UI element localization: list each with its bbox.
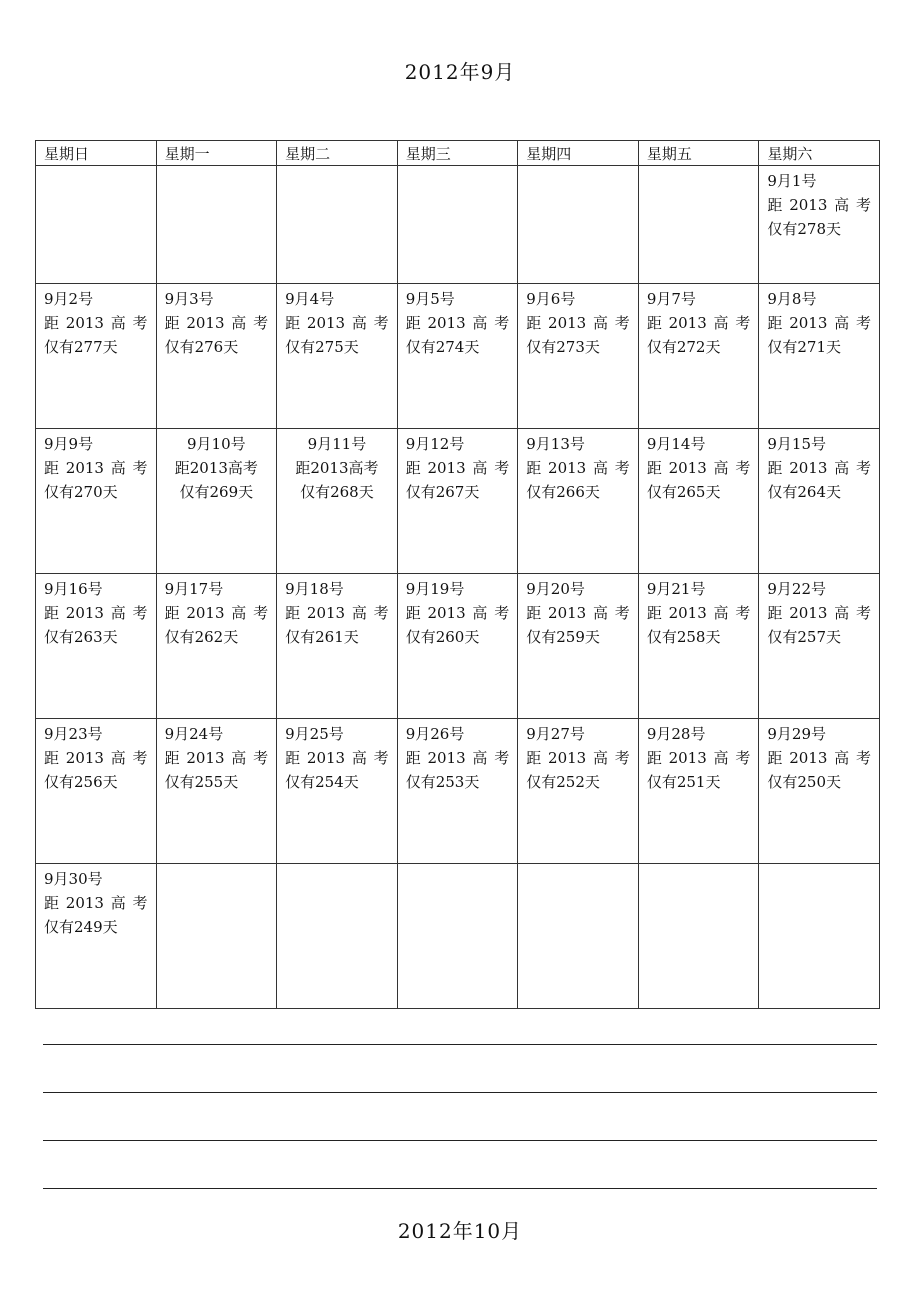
day-cell xyxy=(518,719,639,864)
day-days-remaining: 仅有258天 xyxy=(646,628,721,646)
countdown-word: 距 xyxy=(44,604,60,622)
day-cell-content xyxy=(157,574,277,649)
day-cell-content xyxy=(639,429,759,504)
day-days-remaining: 仅有271天 xyxy=(767,338,842,356)
empty-day-cell xyxy=(36,166,157,284)
note-line-1 xyxy=(43,1044,877,1045)
countdown-word: 高 xyxy=(592,459,608,477)
countdown-word: 考 xyxy=(253,749,269,767)
day-date: 9月2号 xyxy=(44,290,94,308)
countdown-word: 距 xyxy=(646,314,662,332)
countdown-word: 2013 xyxy=(186,314,225,332)
countdown-word: 考 xyxy=(855,459,871,477)
countdown-word: 高 xyxy=(592,749,608,767)
countdown-word: 考 xyxy=(855,314,871,332)
note-line-3 xyxy=(43,1140,877,1141)
weekday-header-row xyxy=(36,141,880,166)
day-days-remaining: 仅有261天 xyxy=(285,628,359,646)
countdown-word: 距 xyxy=(44,894,60,912)
day-cell-content xyxy=(277,574,397,649)
day-cell xyxy=(638,719,759,864)
countdown-word: 2013 xyxy=(789,314,828,332)
day-cell xyxy=(759,166,880,284)
day-days-remaining: 仅有267天 xyxy=(405,483,480,501)
day-countdown-label xyxy=(647,311,751,335)
note-line-4 xyxy=(43,1188,877,1189)
countdown-word: 高 xyxy=(592,314,608,332)
day-countdown-label xyxy=(767,746,871,770)
countdown-word: 2013 xyxy=(65,604,104,622)
empty-day-cell xyxy=(277,864,398,1009)
day-cell-content xyxy=(639,284,759,359)
countdown-word: 高 xyxy=(713,314,729,332)
countdown-word: 距 xyxy=(285,314,301,332)
countdown-word: 距 xyxy=(44,459,60,477)
countdown-word: 2013 xyxy=(668,749,707,767)
day-date: 9月4号 xyxy=(285,290,335,308)
week-row xyxy=(36,574,880,719)
day-days-remaining: 仅有272天 xyxy=(646,338,721,356)
day-cell xyxy=(759,574,880,719)
day-cell-content xyxy=(36,284,156,359)
day-date: 9月20号 xyxy=(526,580,585,598)
countdown-word: 距 xyxy=(164,749,180,767)
week-row xyxy=(36,719,880,864)
countdown-word: 考 xyxy=(855,749,871,767)
day-cell-content xyxy=(639,719,759,794)
countdown-word: 考 xyxy=(253,604,269,622)
day-countdown-label xyxy=(767,456,871,480)
countdown-word: 考 xyxy=(494,459,510,477)
countdown-word: 考 xyxy=(735,749,751,767)
day-days-remaining: 仅有264天 xyxy=(767,483,842,501)
countdown-word: 2013 xyxy=(186,604,225,622)
day-countdown-label xyxy=(406,311,510,335)
day-countdown-label xyxy=(767,311,871,335)
countdown-word: 距 xyxy=(526,604,542,622)
day-cell-content xyxy=(157,429,277,504)
day-cell-content xyxy=(759,429,879,504)
day-cell-content xyxy=(277,429,397,504)
countdown-word: 2013 xyxy=(548,314,587,332)
countdown-word: 考 xyxy=(373,604,389,622)
countdown-word: 考 xyxy=(132,894,148,912)
empty-day-cell xyxy=(638,864,759,1009)
countdown-word: 2013 xyxy=(427,604,466,622)
day-date: 9月11号 xyxy=(307,435,367,453)
day-cell xyxy=(397,284,518,429)
day-date: 9月22号 xyxy=(767,580,827,598)
countdown-word: 考 xyxy=(614,314,630,332)
countdown-word: 高 xyxy=(110,894,126,912)
countdown-word: 2013 xyxy=(548,459,587,477)
day-cell xyxy=(518,574,639,719)
day-date: 9月6号 xyxy=(526,290,576,308)
day-countdown-label xyxy=(526,311,630,335)
countdown-word: 距 xyxy=(44,749,60,767)
day-date: 9月15号 xyxy=(767,435,827,453)
countdown-word: 高 xyxy=(834,604,850,622)
day-days-remaining: 仅有270天 xyxy=(44,483,118,501)
day-cell-content xyxy=(36,574,156,649)
day-countdown-label xyxy=(44,311,148,335)
day-date: 9月9号 xyxy=(44,435,94,453)
countdown-word: 考 xyxy=(132,314,148,332)
day-cell xyxy=(277,284,398,429)
day-date: 9月27号 xyxy=(526,725,585,743)
day-countdown-label xyxy=(767,193,871,217)
day-date: 9月21号 xyxy=(646,580,706,598)
empty-day-cell xyxy=(638,166,759,284)
countdown-word: 2013 xyxy=(306,749,346,767)
day-date: 9月3号 xyxy=(164,290,214,308)
empty-day-cell xyxy=(156,864,277,1009)
day-countdown-label xyxy=(647,456,751,480)
note-line-2 xyxy=(43,1092,877,1093)
day-date: 9月25号 xyxy=(285,725,344,743)
countdown-word: 高 xyxy=(110,749,126,767)
day-days-remaining: 仅有252天 xyxy=(526,773,600,791)
day-cell-content xyxy=(157,284,277,359)
countdown-word: 距 xyxy=(164,604,180,622)
day-date: 9月17号 xyxy=(164,580,224,598)
day-countdown-label xyxy=(44,746,148,770)
day-days-remaining: 仅有250天 xyxy=(767,773,842,791)
day-cell xyxy=(518,429,639,574)
countdown-word: 2013 xyxy=(427,459,466,477)
day-countdown-label xyxy=(165,601,269,625)
day-countdown-label xyxy=(165,746,269,770)
countdown-word: 2013 xyxy=(789,196,828,214)
countdown-word: 考 xyxy=(614,749,630,767)
day-days-remaining: 仅有266天 xyxy=(526,483,600,501)
countdown-word: 高 xyxy=(472,604,488,622)
day-date: 9月16号 xyxy=(44,580,103,598)
day-cell xyxy=(397,719,518,864)
weekday-thursday: 星期四 xyxy=(518,141,639,166)
countdown-word: 距 xyxy=(526,314,542,332)
countdown-word: 2013 xyxy=(306,604,346,622)
countdown-word: 2013 xyxy=(65,314,104,332)
day-cell-content xyxy=(518,719,638,794)
day-date: 9月12号 xyxy=(405,435,465,453)
countdown-word: 2013 xyxy=(65,459,104,477)
day-cell xyxy=(36,284,157,429)
countdown-word: 高 xyxy=(713,749,729,767)
countdown-word: 高 xyxy=(231,314,247,332)
countdown-word: 距 xyxy=(767,314,783,332)
countdown-word: 考 xyxy=(614,604,630,622)
calendar-title-october: 2012年10月 xyxy=(397,1219,523,1243)
countdown-word: 考 xyxy=(494,604,510,622)
countdown-word: 距2013高考 xyxy=(174,459,258,477)
countdown-word: 高 xyxy=(472,459,488,477)
weekday-friday: 星期五 xyxy=(638,141,759,166)
day-cell xyxy=(156,574,277,719)
countdown-word: 距 xyxy=(405,604,421,622)
day-countdown-label xyxy=(165,456,269,480)
day-date: 9月14号 xyxy=(646,435,706,453)
countdown-word: 2013 xyxy=(789,604,828,622)
day-days-remaining: 仅有255天 xyxy=(164,773,239,791)
countdown-word: 2013 xyxy=(789,749,828,767)
countdown-word: 高 xyxy=(110,459,126,477)
countdown-word: 高 xyxy=(231,604,247,622)
day-date: 9月28号 xyxy=(646,725,706,743)
day-days-remaining: 仅有269天 xyxy=(179,483,254,501)
day-days-remaining: 仅有257天 xyxy=(767,628,842,646)
countdown-word: 高 xyxy=(351,314,367,332)
day-cell-content xyxy=(398,284,518,359)
day-cell xyxy=(36,719,157,864)
day-date: 9月26号 xyxy=(405,725,465,743)
countdown-word: 2013 xyxy=(427,749,466,767)
day-cell-content xyxy=(398,719,518,794)
countdown-word: 距 xyxy=(767,749,783,767)
countdown-word: 考 xyxy=(132,459,148,477)
day-days-remaining: 仅有253天 xyxy=(405,773,480,791)
countdown-word: 考 xyxy=(855,196,871,214)
day-cell xyxy=(638,429,759,574)
day-cell xyxy=(638,574,759,719)
day-date: 9月29号 xyxy=(767,725,827,743)
countdown-word: 考 xyxy=(132,749,148,767)
countdown-word: 2013 xyxy=(548,604,587,622)
countdown-word: 高 xyxy=(351,749,367,767)
weekday-saturday: 星期六 xyxy=(759,141,880,166)
day-countdown-label xyxy=(44,456,148,480)
countdown-word: 距 xyxy=(767,196,783,214)
day-date: 9月7号 xyxy=(646,290,696,308)
day-cell xyxy=(759,429,880,574)
day-days-remaining: 仅有274天 xyxy=(405,338,480,356)
day-cell-content xyxy=(518,429,638,504)
day-days-remaining: 仅有268天 xyxy=(300,483,374,501)
day-countdown-label xyxy=(44,601,148,625)
day-cell-content xyxy=(398,429,518,504)
day-countdown-label xyxy=(406,601,510,625)
day-cell xyxy=(156,429,277,574)
countdown-word: 高 xyxy=(351,604,367,622)
week-row xyxy=(36,166,880,284)
day-cell xyxy=(277,719,398,864)
day-cell-content xyxy=(36,719,156,794)
day-date: 9月8号 xyxy=(767,290,817,308)
countdown-word: 距 xyxy=(285,749,301,767)
day-countdown-label xyxy=(406,456,510,480)
day-days-remaining: 仅有249天 xyxy=(44,918,118,936)
countdown-word: 2013 xyxy=(306,314,346,332)
day-cell-content xyxy=(518,284,638,359)
day-countdown-label xyxy=(285,601,389,625)
day-date: 9月13号 xyxy=(526,435,585,453)
week-row xyxy=(36,429,880,574)
weekday-monday: 星期一 xyxy=(156,141,277,166)
countdown-word: 距 xyxy=(646,459,662,477)
day-cell xyxy=(36,574,157,719)
countdown-word: 考 xyxy=(494,749,510,767)
day-countdown-label xyxy=(285,746,389,770)
countdown-word: 距 xyxy=(767,604,783,622)
day-days-remaining: 仅有276天 xyxy=(164,338,239,356)
day-cell-content xyxy=(759,284,879,359)
day-countdown-label xyxy=(767,601,871,625)
countdown-word: 考 xyxy=(735,459,751,477)
countdown-word: 2013 xyxy=(186,749,225,767)
weekday-wednesday: 星期三 xyxy=(397,141,518,166)
day-date: 9月10号 xyxy=(187,435,246,453)
day-days-remaining: 仅有265天 xyxy=(646,483,721,501)
countdown-word: 2013 xyxy=(789,459,828,477)
day-cell-content xyxy=(398,574,518,649)
day-cell xyxy=(397,574,518,719)
day-countdown-label xyxy=(285,311,389,335)
countdown-word: 距2013高考 xyxy=(295,459,379,477)
day-cell-content xyxy=(759,719,879,794)
day-date: 9月24号 xyxy=(164,725,224,743)
countdown-word: 距 xyxy=(767,459,783,477)
day-date: 9月30号 xyxy=(44,870,103,888)
weekday-sunday: 星期日 xyxy=(36,141,157,166)
countdown-word: 考 xyxy=(373,314,389,332)
day-countdown-label xyxy=(165,311,269,335)
countdown-word: 2013 xyxy=(548,749,587,767)
day-cell-content xyxy=(157,719,277,794)
day-cell xyxy=(397,429,518,574)
day-days-remaining: 仅有278天 xyxy=(767,220,842,238)
countdown-word: 距 xyxy=(405,314,421,332)
day-cell xyxy=(277,574,398,719)
week-row xyxy=(36,284,880,429)
day-cell-content xyxy=(639,574,759,649)
countdown-word: 考 xyxy=(132,604,148,622)
day-days-remaining: 仅有277天 xyxy=(44,338,118,356)
countdown-word: 距 xyxy=(285,604,301,622)
day-countdown-label xyxy=(406,746,510,770)
empty-day-cell xyxy=(156,166,277,284)
day-cell xyxy=(277,429,398,574)
day-cell-content xyxy=(759,574,879,649)
day-days-remaining: 仅有254天 xyxy=(285,773,359,791)
empty-day-cell xyxy=(277,166,398,284)
countdown-word: 距 xyxy=(405,749,421,767)
countdown-word: 考 xyxy=(735,604,751,622)
countdown-word: 2013 xyxy=(668,604,707,622)
countdown-word: 距 xyxy=(526,459,542,477)
day-date: 9月1号 xyxy=(767,172,817,190)
countdown-word: 高 xyxy=(713,459,729,477)
countdown-word: 2013 xyxy=(65,894,104,912)
weekday-tuesday: 星期二 xyxy=(277,141,398,166)
countdown-word: 考 xyxy=(735,314,751,332)
day-countdown-label xyxy=(526,601,630,625)
day-cell xyxy=(759,284,880,429)
countdown-word: 高 xyxy=(231,749,247,767)
day-cell xyxy=(36,429,157,574)
countdown-word: 高 xyxy=(834,749,850,767)
day-days-remaining: 仅有273天 xyxy=(526,338,600,356)
day-days-remaining: 仅有259天 xyxy=(526,628,600,646)
day-countdown-label xyxy=(44,891,148,915)
day-date: 9月19号 xyxy=(405,580,465,598)
countdown-word: 距 xyxy=(526,749,542,767)
countdown-word: 2013 xyxy=(65,749,104,767)
day-days-remaining: 仅有256天 xyxy=(44,773,118,791)
empty-day-cell xyxy=(397,864,518,1009)
countdown-word: 高 xyxy=(834,196,850,214)
day-cell xyxy=(518,284,639,429)
countdown-word: 高 xyxy=(834,314,850,332)
day-date: 9月5号 xyxy=(405,290,455,308)
countdown-word: 考 xyxy=(373,749,389,767)
day-countdown-label xyxy=(285,456,389,480)
day-days-remaining: 仅有260天 xyxy=(405,628,480,646)
day-cell-content xyxy=(277,719,397,794)
empty-day-cell xyxy=(518,166,639,284)
day-days-remaining: 仅有275天 xyxy=(285,338,359,356)
day-cell-content xyxy=(759,166,879,241)
day-cell-content xyxy=(518,574,638,649)
countdown-word: 考 xyxy=(855,604,871,622)
day-cell xyxy=(36,864,157,1009)
countdown-word: 高 xyxy=(834,459,850,477)
day-cell xyxy=(638,284,759,429)
countdown-word: 2013 xyxy=(427,314,466,332)
empty-day-cell xyxy=(518,864,639,1009)
day-cell-content xyxy=(277,284,397,359)
countdown-word: 距 xyxy=(164,314,180,332)
countdown-word: 距 xyxy=(44,314,60,332)
week-row xyxy=(36,864,880,1009)
day-countdown-label xyxy=(526,746,630,770)
countdown-word: 考 xyxy=(494,314,510,332)
countdown-word: 距 xyxy=(646,604,662,622)
countdown-word: 高 xyxy=(110,314,126,332)
day-cell xyxy=(156,719,277,864)
day-cell-content xyxy=(36,864,156,939)
countdown-word: 考 xyxy=(253,314,269,332)
countdown-word: 考 xyxy=(614,459,630,477)
day-cell-content xyxy=(36,429,156,504)
day-cell xyxy=(759,719,880,864)
countdown-word: 高 xyxy=(592,604,608,622)
countdown-word: 高 xyxy=(713,604,729,622)
day-days-remaining: 仅有262天 xyxy=(164,628,239,646)
calendar-table xyxy=(35,140,880,1009)
countdown-word: 距 xyxy=(646,749,662,767)
day-days-remaining: 仅有251天 xyxy=(646,773,721,791)
day-cell xyxy=(156,284,277,429)
day-date: 9月18号 xyxy=(285,580,344,598)
day-date: 9月23号 xyxy=(44,725,103,743)
day-countdown-label xyxy=(647,746,751,770)
day-countdown-label xyxy=(647,601,751,625)
countdown-word: 高 xyxy=(472,314,488,332)
countdown-word: 距 xyxy=(405,459,421,477)
empty-day-cell xyxy=(397,166,518,284)
day-days-remaining: 仅有263天 xyxy=(44,628,118,646)
countdown-word: 高 xyxy=(472,749,488,767)
countdown-word: 2013 xyxy=(668,314,707,332)
empty-day-cell xyxy=(759,864,880,1009)
day-countdown-label xyxy=(526,456,630,480)
calendar-title-september: 2012年9月 xyxy=(404,60,516,84)
countdown-word: 高 xyxy=(110,604,126,622)
countdown-word: 2013 xyxy=(668,459,707,477)
